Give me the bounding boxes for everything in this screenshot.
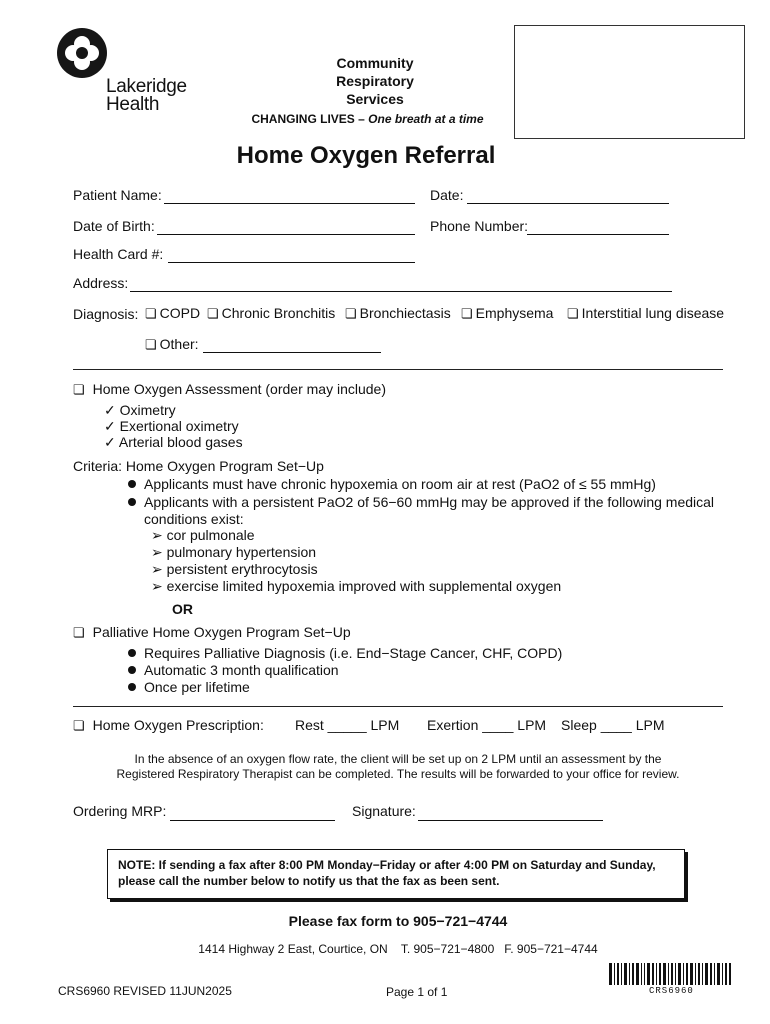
patient-name-field[interactable] [164, 203, 415, 204]
item-label: Applicants must have chronic hypoxemia on room air at rest (PaO2 of ≤ 55 mmHg) [144, 476, 656, 492]
page-number: Page 1 of 1 [386, 985, 448, 999]
absence-note-line-2: Registered Respiratory Therapist can be completed. The results will be forwarded to your office for review. [116, 767, 680, 781]
logo-line-1: Lakeridge [106, 76, 187, 97]
header-line-3: Services [346, 91, 404, 107]
diagnosis-other[interactable] [145, 336, 199, 353]
criteria-title: Criteria: Home Oxygen Program Set−Up [73, 458, 324, 474]
item-label: cor pulmonale [166, 527, 255, 543]
list-item [128, 679, 250, 695]
prescription-title: Home Oxygen Prescription: [92, 717, 264, 733]
bullet-icon [128, 480, 136, 488]
list-item [104, 418, 239, 435]
address-field[interactable] [130, 291, 672, 292]
diagnosis-copd[interactable] [145, 305, 200, 322]
option-label: Emphysema [475, 305, 554, 321]
item-label: Once per lifetime [144, 679, 250, 695]
option-label: Bronchiectasis [359, 305, 451, 321]
item-label: Automatic 3 month qualification [144, 662, 339, 678]
check-icon: ✓ [104, 402, 116, 418]
palliative-title: Palliative Home Oxygen Program Set−Up [92, 624, 351, 640]
note-line-1: NOTE: If sending a fax after 8:00 PM Monday−Friday or after 4:00 PM on Saturday and Sunday, [118, 858, 656, 872]
checkbox-icon[interactable]: ❏ [145, 337, 157, 352]
option-label: Chronic Bronchitis [221, 305, 336, 321]
divider [73, 369, 723, 370]
diagnosis-interstitial[interactable] [567, 305, 724, 322]
bullet-icon [128, 649, 136, 657]
form-code: CRS6960 REVISED 11JUN2025 [58, 984, 232, 998]
checkbox-icon[interactable]: ❏ [461, 306, 473, 321]
item-label: Requires Palliative Diagnosis (i.e. End−Stage Cancer, CHF, COPD) [144, 645, 563, 661]
checkbox-icon[interactable]: ❏ [345, 306, 357, 321]
list-item [104, 434, 243, 451]
logo-line-2: Health [106, 94, 160, 115]
option-label: COPD [159, 305, 201, 321]
bullet-icon [128, 666, 136, 674]
checkbox-icon[interactable]: ❏ [73, 718, 85, 733]
check-icon: ✓ [104, 418, 116, 434]
arrow-icon: ➢ [151, 527, 163, 543]
phone-field[interactable] [527, 234, 669, 235]
item-label: Oximetry [119, 402, 176, 418]
arrow-icon: ➢ [151, 544, 163, 560]
address-line: 1414 Highway 2 East, Courtice, ON T. 905−721−4800 F. 905−721−4744 [198, 942, 598, 956]
lakeridge-logo-icon [57, 28, 107, 78]
patient-name-label: Patient Name: [73, 187, 162, 203]
item-label: pulmonary hypertension [166, 544, 317, 560]
header-line-1: Community [336, 55, 414, 71]
list-item [151, 527, 255, 544]
list-item [128, 645, 562, 661]
list-item [128, 476, 656, 492]
date-field[interactable] [467, 203, 669, 204]
list-item [128, 662, 339, 678]
mrp-label: Ordering MRP: [73, 803, 167, 819]
checkbox-icon[interactable]: ❏ [73, 625, 85, 640]
diagnosis-bronchiectasis[interactable] [345, 305, 451, 322]
assessment-option[interactable] [73, 381, 386, 398]
sleep-lpm[interactable]: Sleep ____ LPM [561, 717, 665, 733]
barcode-icon [609, 963, 731, 985]
or-label: OR [172, 601, 193, 617]
address-label: Address: [73, 275, 129, 291]
list-item [128, 494, 714, 510]
list-item [151, 544, 316, 561]
arrow-icon: ➢ [151, 578, 163, 594]
fax-instruction: Please fax form to 905−721−4744 [288, 913, 508, 929]
checkbox-icon[interactable]: ❏ [567, 306, 579, 321]
prescription-option[interactable] [73, 717, 264, 734]
diagnosis-emphysema[interactable] [461, 305, 553, 322]
list-item-continued: conditions exist: [144, 511, 244, 527]
signature-field[interactable] [418, 820, 603, 821]
phone-label: Phone Number: [430, 218, 529, 234]
item-label: Applicants with a persistent PaO2 of 56−60 mmHg may be approved if the following medical [144, 494, 715, 510]
list-item [151, 578, 561, 595]
list-item [104, 402, 176, 419]
health-card-label: Health Card #: [73, 246, 164, 262]
checkbox-icon[interactable]: ❏ [207, 306, 219, 321]
diagnosis-chronic-bronchitis[interactable] [207, 305, 335, 322]
note-text [118, 857, 683, 889]
barcode-text: CRS6960 [649, 986, 694, 996]
item-label: exercise limited hypoxemia improved with supplemental oxygen [166, 578, 562, 594]
check-icon: ✓ [104, 434, 116, 450]
mrp-field[interactable] [170, 820, 335, 821]
diagnosis-label: Diagnosis: [73, 306, 139, 322]
arrow-icon: ➢ [151, 561, 163, 577]
health-card-field[interactable] [168, 262, 415, 263]
exertion-lpm[interactable]: Exertion ____ LPM [427, 717, 547, 733]
note-line-2: please call the number below to notify us that the fax as been sent. [118, 874, 500, 888]
dob-field[interactable] [157, 234, 415, 235]
barcode [609, 963, 731, 996]
list-item [151, 561, 318, 578]
checkbox-icon[interactable]: ❏ [145, 306, 157, 321]
dob-label: Date of Birth: [73, 218, 155, 234]
option-label: Other: [159, 336, 199, 352]
header-line-2: Respiratory [336, 73, 414, 89]
option-label: Interstitial lung disease [581, 305, 725, 321]
checkbox-icon[interactable]: ❏ [73, 382, 85, 397]
item-label: persistent erythrocytosis [166, 561, 318, 577]
palliative-option[interactable] [73, 624, 351, 641]
item-label: Exertional oximetry [119, 418, 239, 434]
assessment-title: Home Oxygen Assessment (order may include) [92, 381, 386, 397]
signature-label: Signature: [352, 803, 416, 819]
diagnosis-other-field[interactable] [203, 352, 381, 353]
rest-lpm[interactable]: Rest _____ LPM [295, 717, 400, 733]
tagline: CHANGING LIVES – One breath at a time [251, 112, 484, 126]
logo-wordmark [106, 78, 187, 114]
page-title: Home Oxygen Referral [236, 142, 496, 169]
bullet-icon [128, 683, 136, 691]
absence-note-line-1: In the absence of an oxygen flow rate, the client will be set up on 2 LPM until an assessment by the [134, 752, 662, 766]
date-label: Date: [430, 187, 464, 203]
item-label: Arterial blood gases [118, 434, 243, 450]
divider [73, 706, 723, 707]
stamp-box [514, 25, 745, 139]
bullet-icon [128, 498, 136, 506]
